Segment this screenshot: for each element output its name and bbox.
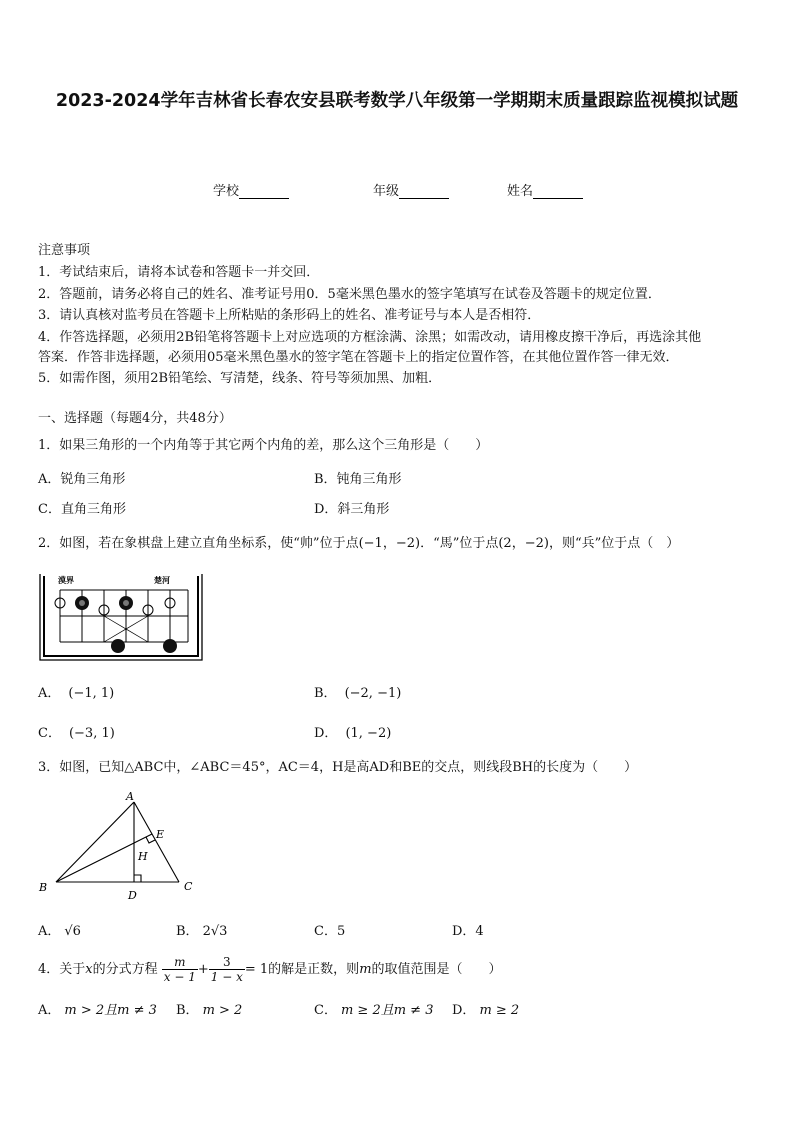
q3-option-d[interactable]: D．4: [452, 924, 484, 939]
q2-option-b[interactable]: [314, 682, 401, 701]
triangle-figure: [34, 788, 204, 906]
vertex-D-label: D: [128, 889, 137, 902]
grade-label: 年级: [373, 184, 400, 199]
name-blank[interactable]: [533, 185, 583, 199]
vertex-C-label: C: [184, 880, 193, 893]
notes-heading: 注意事项: [38, 243, 91, 258]
q4-option-b-value: m > 2: [202, 1003, 243, 1018]
q2-option-d[interactable]: [314, 722, 391, 741]
q2-option-b-value: (−2, −1): [344, 686, 402, 701]
q3-option-a-value: √6: [64, 924, 81, 939]
vertex-H-label: H: [138, 850, 148, 863]
school-field[interactable]: [213, 180, 289, 199]
q4-stem-text: 的分式方程: [92, 962, 158, 977]
chessboard-figure: [38, 570, 204, 662]
q2-option-b-label: B．: [314, 686, 337, 701]
q2-option-c[interactable]: [38, 722, 115, 741]
name-label: 姓名: [507, 184, 534, 199]
chess-piece-shuai: [111, 639, 125, 653]
q4-var-m: m: [359, 962, 372, 977]
page-title: 2023-2024学年吉林省长春农安县联考数学八年级第一学期期末质量跟踪监视模拟试题: [55, 91, 739, 111]
name-field[interactable]: [507, 180, 583, 199]
q2-option-c-label: C．: [38, 726, 61, 741]
q4-stem-text: 4．关于: [38, 962, 86, 977]
q3-option-c[interactable]: C．5: [314, 924, 346, 939]
q4-option-b[interactable]: [176, 999, 242, 1018]
grade-field[interactable]: [373, 180, 449, 199]
q2-point-ma: (2，−2): [498, 536, 549, 551]
q4-option-d-label: D．: [452, 1003, 476, 1018]
q2-option-a-value: (−1, 1): [68, 686, 115, 701]
note-item: 答案．作答非选择题，必须用05毫米黑色墨水的签字笔在答题卡上的指定位置作答，在其他位置作答一律无效．: [38, 350, 679, 365]
q3-option-b[interactable]: [176, 920, 227, 939]
q4-fraction-1-denominator: x − 1: [163, 970, 196, 984]
q2-option-d-value: (1, −2): [345, 726, 392, 741]
school-blank[interactable]: [239, 185, 289, 199]
q4-plus-sign: +: [197, 962, 209, 977]
q4-option-d-value: m ≥ 2: [479, 1003, 520, 1018]
vertex-E-label: E: [156, 828, 165, 841]
grade-blank[interactable]: [399, 185, 449, 199]
q3-option-b-label: B．: [176, 924, 199, 939]
note-item: 2．答题前，请务必将自己的姓名、准考证号用0．5毫米黑色墨水的签字笔填写在试卷及答题卡的规定位置．: [38, 287, 661, 302]
q4-option-d[interactable]: [452, 999, 519, 1018]
vertex-B-label: B: [39, 881, 48, 894]
q4-option-a-label: A．: [38, 1003, 61, 1018]
school-label: 学校: [213, 184, 240, 199]
q3-stem: 3．如图，已知△ABC中，∠ABC＝45°，AC＝4，H是高AD和BE的交点，则线段BH的长度为（ ）: [38, 760, 638, 775]
q2-stem-text: 2．如图，若在象棋盘上建立直角坐标系，使“帅”位于点: [38, 536, 359, 551]
q4-fraction-1-numerator: m: [162, 955, 198, 970]
note-item: 4．作答选择题，必须用2B铅笔将答题卡上对应选项的方框涂满、涂黑；如需改动，请用橡皮擦干净后，再选涂其他: [38, 330, 702, 345]
q4-option-c-label: C．: [314, 1003, 337, 1018]
q4-equals: = 1: [244, 962, 269, 977]
q1-stem: 1．如果三角形的一个内角等于其它两个内角的差，那么这个三角形是（ ）: [38, 438, 489, 453]
q4-fraction-2-denominator: 1 − x: [210, 970, 243, 984]
chess-piece-ma: [163, 639, 177, 653]
q1-option-c[interactable]: C．直角三角形: [38, 502, 126, 517]
q2-stem-text: ，则“兵”位于点（ ）: [548, 536, 680, 551]
vertex-A-label: A: [126, 790, 134, 803]
q3-option-b-value: 2√3: [202, 924, 228, 939]
q4-stem: [38, 952, 502, 988]
q4-option-a-value: m > 2且m ≠ 3: [64, 1003, 157, 1018]
q4-fraction-2: [209, 955, 245, 984]
q1-option-b[interactable]: B．钝角三角形: [314, 472, 402, 487]
note-item: 5．如需作图，须用2B铅笔绘、写清楚，线条、符号等须加黑、加粗．: [38, 371, 442, 386]
q4-var-x: x: [85, 962, 93, 977]
q4-option-a[interactable]: [38, 999, 157, 1018]
q4-option-c[interactable]: [314, 999, 433, 1018]
q3-option-a-label: A．: [38, 924, 61, 939]
q3-option-a[interactable]: [38, 920, 81, 939]
q4-option-b-label: B．: [176, 1003, 199, 1018]
board-label-right: 楚河: [154, 576, 170, 585]
section-heading: 一、选择题（每题4分，共48分）: [38, 411, 232, 426]
q4-stem-text: 的取值范围是（ ）: [371, 962, 502, 977]
note-item: 3．请认真核对监考员在答题卡上所粘贴的条形码上的姓名、准考证号与本人是否相符．: [38, 308, 541, 323]
q2-option-d-label: D．: [314, 726, 338, 741]
q4-stem-text: 的解是正数，则: [268, 962, 360, 977]
q2-point-shuai: (−1，−2): [358, 536, 421, 551]
q1-option-d[interactable]: D．斜三角形: [314, 502, 390, 517]
q2-option-c-value: (−3, 1): [68, 726, 115, 741]
note-item: 1．考试结束后，请将本试卷和答题卡一并交回．: [38, 265, 320, 280]
board-label-left: 漠界: [58, 576, 74, 585]
q4-option-c-value: m ≥ 2且m ≠ 3: [340, 1003, 434, 1018]
q2-stem-text: ．“馬”位于点: [420, 536, 499, 551]
q4-fraction-2-numerator: 3: [209, 955, 245, 970]
q4-fraction-1: [162, 955, 198, 984]
q2-option-a[interactable]: [38, 682, 114, 701]
q2-option-a-label: A．: [38, 686, 61, 701]
q1-option-a[interactable]: A．锐角三角形: [38, 472, 126, 487]
q2-stem: [38, 533, 679, 555]
